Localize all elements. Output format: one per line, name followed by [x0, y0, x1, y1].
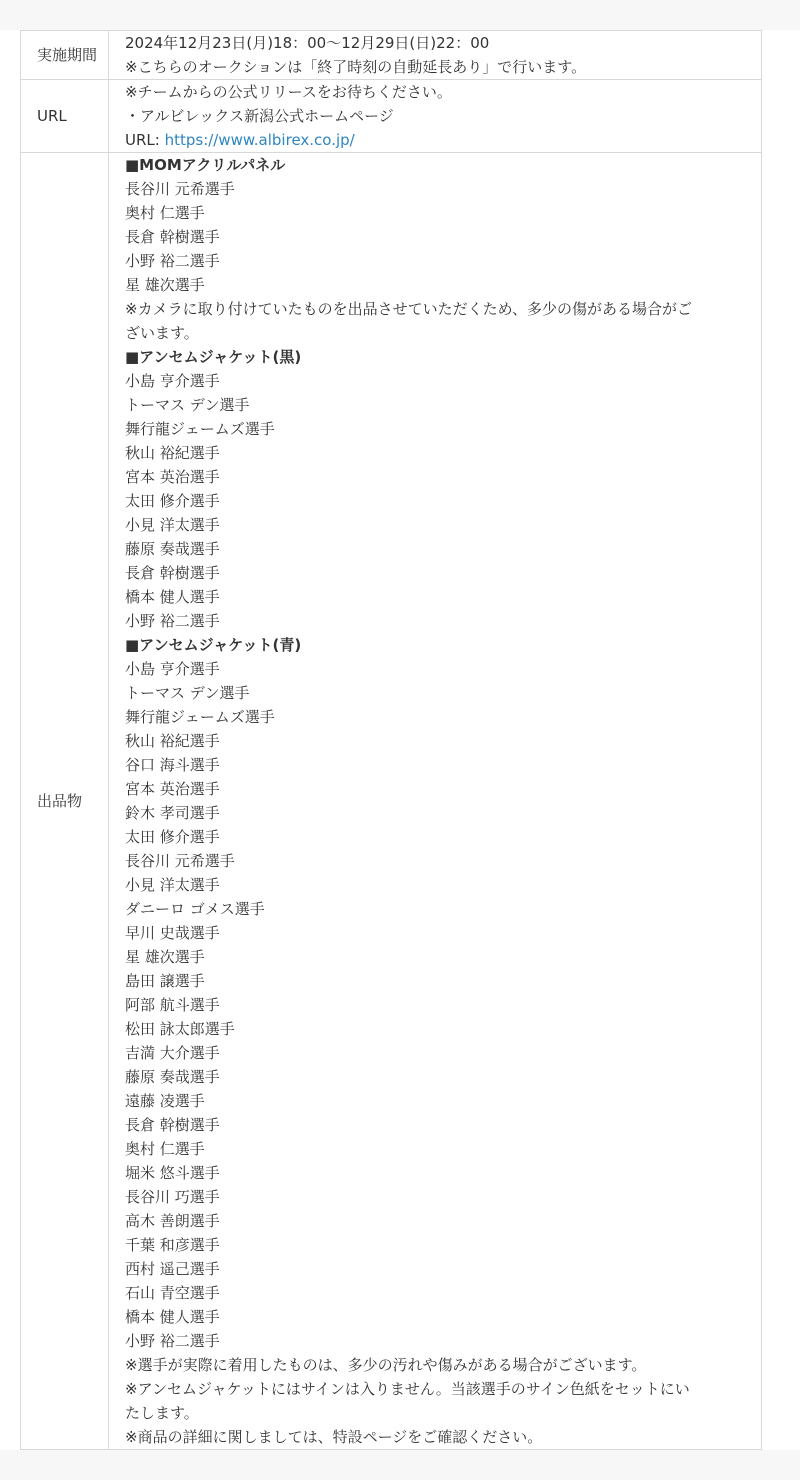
item-line: ※アンセムジャケットにはサインは入りません。当該選手のサイン色紙をセットにい: [125, 1380, 690, 1398]
item-line: 小野 裕二選手: [125, 1332, 220, 1350]
item-line: 長倉 幹樹選手: [125, 1116, 220, 1134]
item-line: 藤原 奏哉選手: [125, 540, 220, 558]
item-line: 遠藤 凌選手: [125, 1092, 205, 1110]
url-label: URL: [21, 80, 109, 153]
item-line: ※カメラに取り付けていたものを出品させていただくため、多少の傷がある場合がご: [125, 300, 692, 318]
item-line: 小野 裕二選手: [125, 252, 220, 270]
item-line: 長谷川 元希選手: [125, 180, 235, 198]
item-line: 長谷川 巧選手: [125, 1188, 220, 1206]
auction-info-table: [20, 30, 762, 1450]
item-line: 星 雄次選手: [125, 948, 205, 966]
item-line: 舞行龍ジェームズ選手: [125, 708, 275, 726]
item-line: 西村 遥己選手: [125, 1260, 220, 1278]
item-line: 星 雄次選手: [125, 276, 205, 294]
item-line: 秋山 裕紀選手: [125, 444, 220, 462]
item-line: 小見 洋太選手: [125, 876, 220, 894]
item-line: 鈴木 孝司選手: [125, 804, 220, 822]
item-line: 島田 譲選手: [125, 972, 205, 990]
item-line: 橋本 健人選手: [125, 1308, 220, 1326]
item-section-heading: ■MOMアクリルパネル: [125, 156, 286, 174]
item-line: 小島 亨介選手: [125, 660, 220, 678]
url-value: [109, 80, 762, 153]
item-line: 長倉 幹樹選手: [125, 228, 220, 246]
item-line: 高木 善朗選手: [125, 1212, 220, 1230]
item-line: トーマス デン選手: [125, 684, 250, 702]
item-line: ダニーロ ゴメス選手: [125, 900, 265, 918]
item-line: 長谷川 元希選手: [125, 852, 235, 870]
item-line: 藤原 奏哉選手: [125, 1068, 220, 1086]
item-line: 橋本 健人選手: [125, 588, 220, 606]
period-value: [109, 31, 762, 80]
content-sheet: [0, 30, 800, 1450]
item-line: 阿部 航斗選手: [125, 996, 220, 1014]
url-note: ※チームからの公式リリースをお待ちください。: [125, 83, 452, 101]
period-note: ※こちらのオークションは「終了時刻の自動延長あり」で行います。: [125, 58, 587, 76]
items-row: [21, 153, 762, 1450]
item-line: 堀米 悠斗選手: [125, 1164, 220, 1182]
items-label: 出品物: [21, 153, 109, 1450]
url-line: [125, 128, 745, 152]
url-prefix: URL:: [125, 131, 165, 149]
item-line: トーマス デン選手: [125, 396, 250, 414]
items-value: [109, 153, 762, 1450]
item-line: 小島 亨介選手: [125, 372, 220, 390]
item-line: ざいます。: [125, 324, 199, 342]
item-line: 秋山 裕紀選手: [125, 732, 220, 750]
item-section-heading: ■アンセムジャケット(青): [125, 636, 302, 654]
item-line: 小野 裕二選手: [125, 612, 220, 630]
official-site-link[interactable]: https://www.albirex.co.jp/: [164, 131, 355, 149]
item-line: 石山 青空選手: [125, 1284, 220, 1302]
item-line: 宮本 英治選手: [125, 468, 220, 486]
top-bar: [0, 0, 800, 30]
item-line: 太田 修介選手: [125, 828, 220, 846]
item-line: 長倉 幹樹選手: [125, 564, 220, 582]
period-row: [21, 31, 762, 80]
period-label: 実施期間: [21, 31, 109, 80]
item-line: 太田 修介選手: [125, 492, 220, 510]
item-line: 奥村 仁選手: [125, 1140, 205, 1158]
item-line: 奥村 仁選手: [125, 204, 205, 222]
item-line: 舞行龍ジェームズ選手: [125, 420, 275, 438]
item-section-heading: ■アンセムジャケット(黒): [125, 348, 302, 366]
item-line: 宮本 英治選手: [125, 780, 220, 798]
item-line: 谷口 海斗選手: [125, 756, 220, 774]
item-line: 小見 洋太選手: [125, 516, 220, 534]
item-line: ※選手が実際に着用したものは、多少の汚れや傷みがある場合がございます。: [125, 1356, 647, 1374]
item-line: 松田 詠太郎選手: [125, 1020, 235, 1038]
item-line: 吉満 大介選手: [125, 1044, 220, 1062]
period-datetime: 2024年12月23日(月)18：00〜12月29日(日)22：00: [125, 34, 490, 52]
item-line: ※商品の詳細に関しましては、特設ページをご確認ください。: [125, 1428, 543, 1446]
url-row: [21, 80, 762, 153]
item-line: たします。: [125, 1404, 199, 1422]
item-line: 千葉 和彦選手: [125, 1236, 220, 1254]
url-site-name: ・アルビレックス新潟公式ホームページ: [125, 107, 394, 125]
bottom-bar: [0, 1450, 800, 1480]
item-line: 早川 史哉選手: [125, 924, 220, 942]
